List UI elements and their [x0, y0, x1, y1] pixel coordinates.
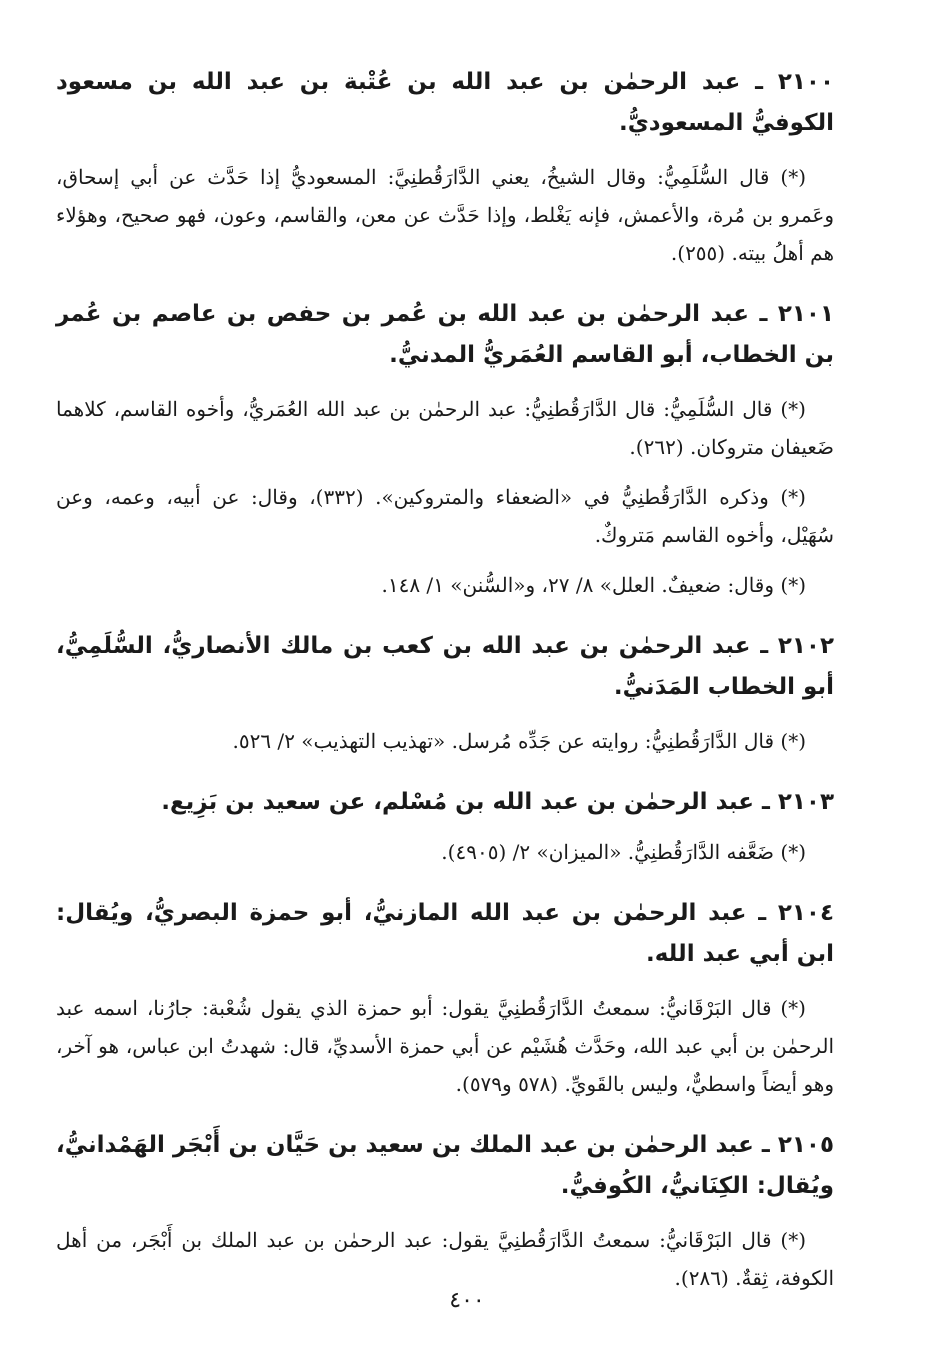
entry-2102	[56, 626, 834, 760]
page-number: ٤٠٠	[449, 1288, 485, 1313]
entry-heading: ٢١٠٠ ـ عبد الرحمٰن بن عبد الله بن عُتْبة بن عبد الله بن مسعود الكوفيُّ المسعوديُّ.	[56, 69, 834, 136]
entry-quote: (*) قال السُّلَمِيُّ: وقال الشيخُ، يعني الدَّارَقُطنِيَّ: المسعوديُّ إذا حَدَّث عن أبي إسحاق، وعَمرو بن مُرة، والأعمش، فإنه يَغْلط، وإذا حَدَّث عن معن، والقاسم، وعون، فهو صحيح، وهؤلاء هم أهلُ بيته. (٢٥٥).	[56, 165, 834, 265]
entry-quote: (*) وذكره الدَّارَقُطنِيُّ في «الضعفاء والمتروكين». (٣٣٢)، وقال: عن أبيه، وعمه، وعن سُهَيْل، وأخوه القاسم مَتروكٌ.	[56, 485, 834, 547]
entry-heading: ٢١٠٥ ـ عبد الرحمٰن بن عبد الملك بن سعيد بن حَيَّان بن أَبْجَر الهَمْدانيُّ، ويُقال: الكِنَانيُّ، الكُوفيُّ.	[56, 1132, 834, 1199]
entry-quote: (*) قال الدَّارَقُطنِيُّ: روايته عن جَدِّه مُرسل. «تهذيب التهذيب» ٢/ ٥٢٦.	[232, 729, 806, 753]
entry-quote: (*) قال البَرْقَانيُّ: سمعتُ الدَّارَقُطنِيَّ يقول: عبد الرحمٰن بن عبد الملك بن أَبْجَر، من أهل الكوفة، ثِقةٌ. (٢٨٦).	[56, 1228, 834, 1290]
entry-2100	[56, 62, 834, 272]
entry-heading: ٢١٠٣ ـ عبد الرحمٰن بن عبد الله بن مُسْلم، عن سعيد بن بَزِيع.	[161, 789, 834, 815]
entry-2103	[56, 782, 834, 871]
entry-quote: (*) قال البَرْقَانيُّ: سمعتُ الدَّارَقُطنِيَّ يقول: أبو حمزة الذي يقول شُعْبة: جارُنا، اسمه عبد الرحمٰن بن أبي عبد الله، وحَدَّث هُشَيْم عن أبي حمزة الأسديِّ، قال: شهدتُ ابن عباس، هو آخر، وهو أيضاً واسطيٌّ، وليس بالقَويِّ. (٥٧٨ و٥٧٩).	[56, 996, 834, 1096]
entry-quote: (*) ضَعَّفه الدَّارَقُطنِيُّ. «الميزان» ٢/ (٤٩٠٥).	[441, 840, 806, 864]
entry-quote: (*) وقال: ضعيفٌ. العلل» ٨/ ٢٧، و«السُّنن» ١/ ١٤٨.	[381, 573, 806, 597]
entry-quote: (*) قال السُّلَمِيُّ: قال الدَّارَقُطنِيُّ: عبد الرحمٰن بن عبد الله العُمَريُّ، وأخوه القاسم، كلاهما ضَعيفان متروكان. (٢٦٢).	[56, 397, 834, 459]
entry-2101	[56, 294, 834, 604]
entry-heading: ٢١٠١ ـ عبد الرحمٰن بن عبد الله بن عُمر بن حفص بن عاصم بن عُمر بن الخطاب، أبو القاسم العُمَريُّ المدنيُّ.	[56, 301, 834, 368]
page-body	[56, 62, 834, 1309]
entry-heading: ٢١٠٢ ـ عبد الرحمٰن بن عبد الله بن كعب بن مالك الأنصاريُّ، السُّلَمِيُّ، أبو الخطاب المَدَنيُّ.	[56, 633, 834, 700]
entry-heading: ٢١٠٤ ـ عبد الرحمٰن بن عبد الله المازنيُّ، أبو حمزة البصريُّ، ويُقال: ابن أبي عبد الله.	[56, 900, 834, 967]
entry-2105	[56, 1125, 834, 1297]
entry-2104	[56, 893, 834, 1103]
